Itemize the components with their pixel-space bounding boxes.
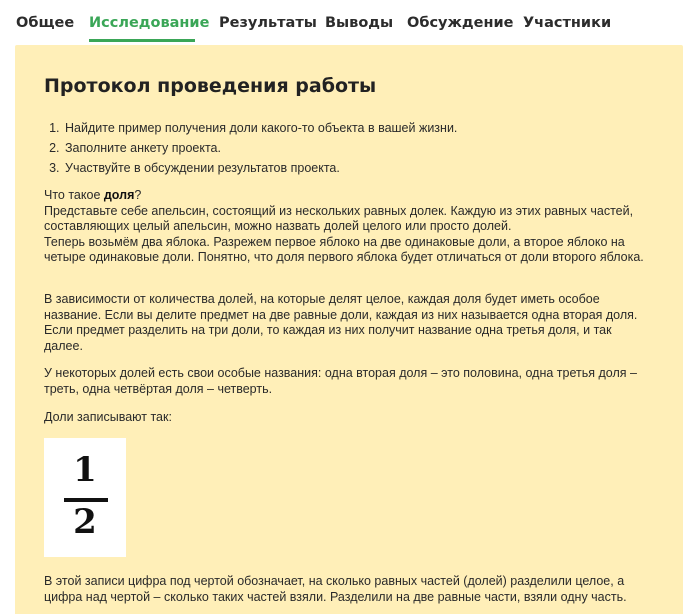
definition-block bbox=[44, 188, 649, 266]
step-item: 1. Найдите пример получения доли какого-то объекта в вашей жизни. bbox=[63, 118, 457, 138]
what-is-prefix: Что такое bbox=[44, 188, 104, 202]
fraction-denominator: 2 bbox=[73, 502, 97, 542]
special-names-paragraph: У некоторых долей есть свои особые названия: одна вторая доля – это половина, одна третья доля – треть, одна четвёртая доля – четверть. bbox=[44, 366, 637, 396]
tab-general[interactable]: Общее bbox=[16, 15, 75, 31]
orange-paragraph: Представьте себе апельсин, состоящий из нескольких равных долек. Каждую из этих равных частей, составляющих целый апельсин, можно назвать долей целого или просто долей. bbox=[44, 203, 634, 233]
tab-research[interactable]: Исследование bbox=[89, 15, 210, 31]
page-title: Протокол проведения работы bbox=[44, 75, 377, 97]
naming-paragraph: В зависимости от количества долей, на которые делят целое, каждая доля будет иметь особое название. Если вы делите предмет на две равные доли, каждая из них называется одна вторая доля. Если предмет разделить на три доли, то каждая из них получит название одна третья доля, и так далее. bbox=[44, 292, 638, 353]
what-is-term: доля bbox=[103, 188, 135, 202]
fraction-numerator: 1 bbox=[73, 450, 97, 490]
active-tab-indicator bbox=[89, 39, 195, 42]
fraction-image bbox=[44, 438, 126, 557]
tab-discussion[interactable]: Обсуждение bbox=[407, 15, 514, 31]
notation-explanation: В этой записи цифра под чертой обозначает, на сколько равных частей (долей) разделили целое, а цифра над чертой – сколько таких частей взяли. Разделили на две равные части, взяли одну часть. bbox=[44, 574, 627, 604]
steps-list bbox=[48, 118, 457, 178]
what-is-suffix: ? bbox=[134, 188, 142, 202]
tab-conclusions[interactable]: Выводы bbox=[325, 15, 394, 31]
what-is-question bbox=[44, 188, 649, 204]
step-item: 2. Заполните анкету проекта. bbox=[63, 138, 457, 158]
tab-participants[interactable]: Участники bbox=[523, 15, 612, 31]
tab-results[interactable]: Результаты bbox=[219, 15, 317, 31]
step-item: 3. Участвуйте в обсуждении результатов проекта. bbox=[63, 158, 457, 178]
notation-intro: Доли записывают так: bbox=[44, 410, 172, 424]
tab-bar bbox=[0, 0, 690, 46]
apples-paragraph: Теперь возьмём два яблока. Разрежем первое яблоко на две одинаковые доли, а второе яблоко на четыре одинаковые доли. Понятно, что доля первого яблока будет отличаться от доли второго яблока. bbox=[44, 234, 644, 264]
